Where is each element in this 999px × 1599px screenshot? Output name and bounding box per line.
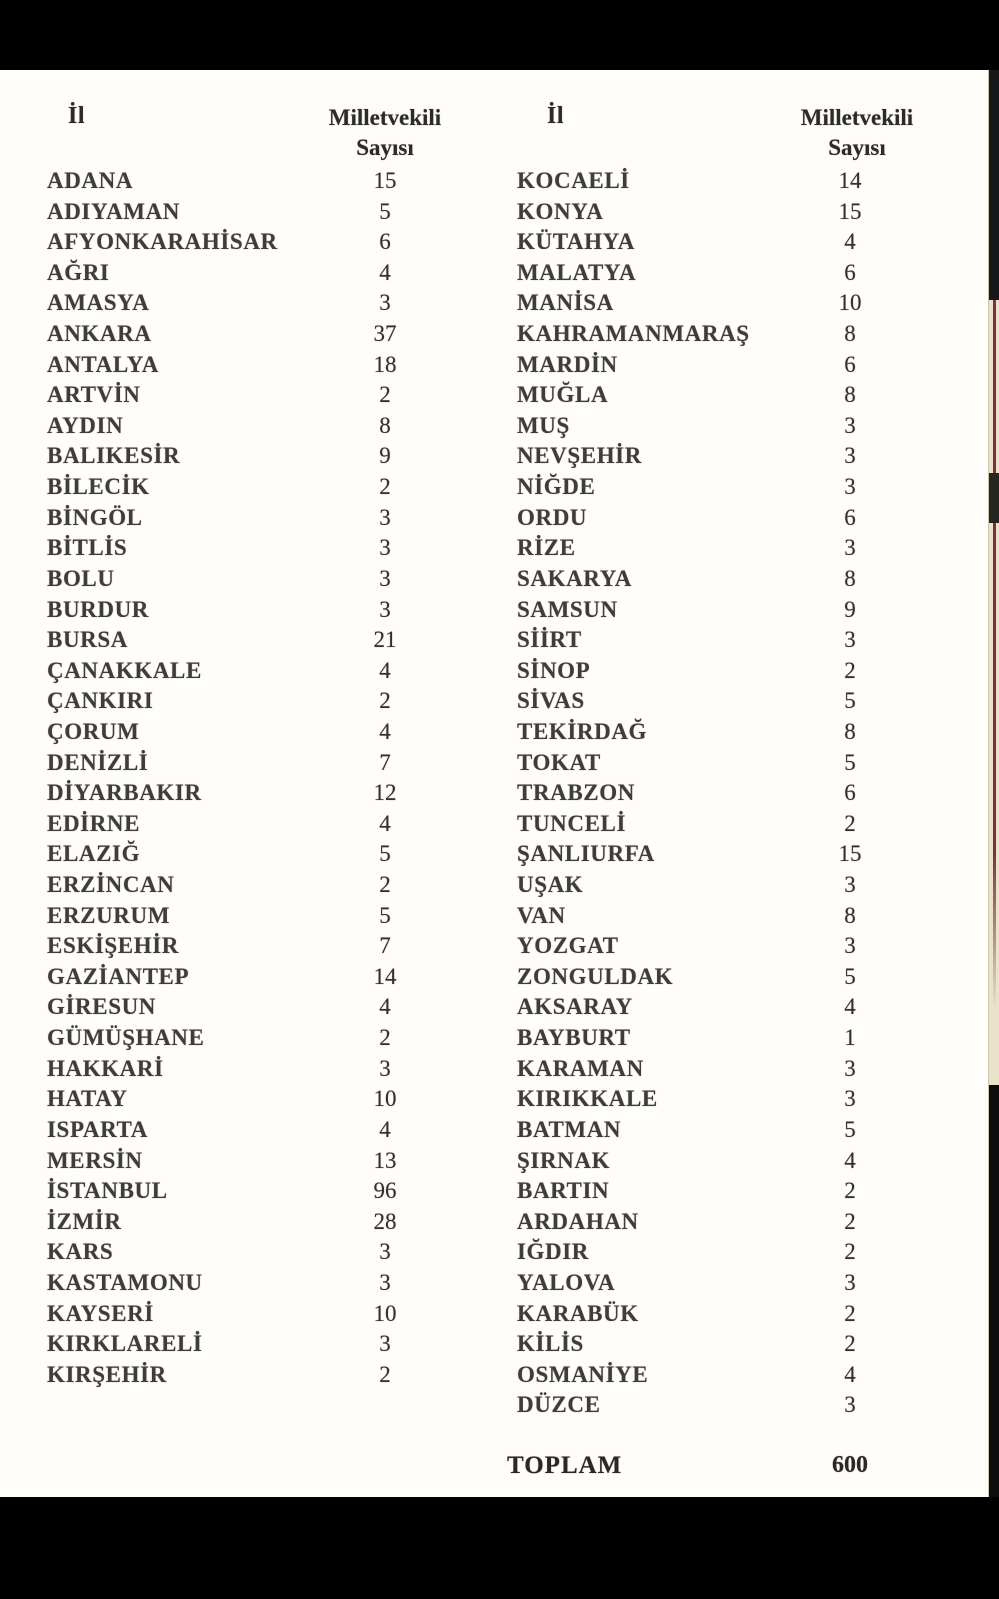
- header-line-milletvekili: Milletvekili: [328, 105, 442, 130]
- column-header-il: İl: [68, 103, 86, 129]
- province-name: BOLU: [47, 565, 115, 591]
- province-name: AKSARAY: [517, 994, 633, 1020]
- mp-count: 3: [844, 1392, 856, 1418]
- mp-count: 4: [379, 259, 391, 285]
- province-name: SİNOP: [517, 657, 591, 683]
- table-row: [0, 350, 470, 381]
- bottom-letterbox-bar: [0, 1497, 999, 1599]
- table-row: [0, 411, 470, 442]
- table-row: [490, 1299, 988, 1330]
- mp-count: 3: [844, 1055, 856, 1081]
- mp-count: 4: [844, 229, 856, 255]
- mp-count: 3: [844, 474, 856, 500]
- table-row: [0, 1268, 470, 1299]
- province-name: MUĞLA: [517, 382, 609, 408]
- mp-count: 10: [373, 1086, 397, 1112]
- mp-count: 5: [379, 841, 391, 867]
- table-row: [0, 962, 470, 993]
- province-name: ERZURUM: [47, 902, 171, 928]
- province-name: ŞANLIURFA: [517, 841, 655, 867]
- table-row: [490, 1390, 988, 1421]
- mp-count: 96: [373, 1178, 397, 1204]
- table-row: [490, 258, 988, 289]
- total-label: TOPLAM: [507, 1452, 623, 1479]
- total-row: [490, 1452, 988, 1486]
- table-row: [0, 472, 470, 503]
- mp-count: 5: [844, 1116, 856, 1142]
- table-row: [0, 1146, 470, 1177]
- table-row: [490, 1146, 988, 1177]
- mp-count: 15: [373, 168, 397, 193]
- province-name: KASTAMONU: [47, 1269, 203, 1295]
- province-name: ARTVİN: [47, 382, 141, 408]
- table-row: [490, 472, 988, 503]
- column-header-il: İl: [547, 103, 565, 129]
- province-name: TOKAT: [517, 749, 601, 775]
- table-row: [490, 809, 988, 840]
- mp-count: 9: [844, 596, 856, 622]
- table-row: [490, 656, 988, 687]
- province-name: BİNGÖL: [47, 504, 143, 530]
- province-name: SİİRT: [517, 627, 582, 653]
- mp-count: 6: [844, 259, 856, 285]
- column-header-milletvekili-sayisi: [772, 103, 942, 163]
- province-name: MARDİN: [517, 351, 618, 377]
- mp-count: 3: [844, 535, 856, 561]
- mp-count: 10: [373, 1300, 397, 1326]
- province-name: İZMİR: [47, 1208, 122, 1234]
- book-edge-dark-segment: [989, 70, 999, 300]
- province-name: ESKİŞEHİR: [47, 933, 179, 959]
- province-name: ELAZIĞ: [47, 841, 141, 867]
- province-name: ADANA: [47, 168, 134, 193]
- table-row: [490, 350, 988, 381]
- table-row: [490, 1054, 988, 1085]
- table-row: [490, 1084, 988, 1115]
- table-row: [490, 288, 988, 319]
- province-name: SAKARYA: [517, 565, 633, 591]
- table-row: [0, 1207, 470, 1238]
- table-row: [490, 533, 988, 564]
- table-row: [490, 227, 988, 258]
- province-name: OSMANİYE: [517, 1361, 649, 1387]
- table-row: [0, 288, 470, 319]
- province-name: ZONGULDAK: [517, 963, 674, 989]
- table-row: [490, 839, 988, 870]
- table-row: [0, 717, 470, 748]
- mp-count: 2: [379, 474, 391, 500]
- province-name: NİĞDE: [517, 474, 596, 500]
- mp-count: 2: [379, 1025, 391, 1051]
- mp-count: 9: [379, 443, 391, 469]
- province-name: UŞAK: [517, 872, 584, 898]
- mp-count: 2: [844, 1178, 856, 1204]
- province-name: ŞIRNAK: [517, 1147, 611, 1173]
- mp-count: 2: [844, 657, 856, 683]
- mp-count: 15: [838, 198, 862, 224]
- table-row: [0, 901, 470, 932]
- province-name: DENİZLİ: [47, 749, 149, 775]
- mp-count: 4: [844, 1361, 856, 1387]
- table-row: [490, 1115, 988, 1146]
- table-row: [0, 441, 470, 472]
- province-name: ORDU: [517, 504, 588, 530]
- table-row: [0, 227, 470, 258]
- mp-count: 3: [844, 872, 856, 898]
- province-name: GİRESUN: [47, 994, 157, 1020]
- mp-count: 28: [373, 1208, 397, 1234]
- province-name: KİLİS: [517, 1331, 584, 1357]
- province-name: ANTALYA: [47, 351, 160, 377]
- table-row: [0, 1115, 470, 1146]
- mp-count: 7: [379, 749, 391, 775]
- mp-count: 2: [844, 1331, 856, 1357]
- mp-count: 12: [373, 780, 397, 806]
- table-row: [490, 931, 988, 962]
- mp-count: 5: [379, 198, 391, 224]
- header-line-milletvekili: Milletvekili: [800, 105, 914, 130]
- table-row: [0, 809, 470, 840]
- mp-count: 3: [379, 1269, 391, 1295]
- province-name: KARAMAN: [517, 1055, 644, 1081]
- province-name: AMASYA: [47, 290, 150, 316]
- province-name: BİLECİK: [47, 474, 150, 500]
- mp-count: 6: [844, 780, 856, 806]
- table-row: [0, 503, 470, 534]
- province-name: HAKKARİ: [47, 1055, 164, 1081]
- table-row: [490, 380, 988, 411]
- province-name: YALOVA: [517, 1269, 616, 1295]
- mp-count: 2: [379, 382, 391, 408]
- province-name: AĞRI: [47, 259, 110, 285]
- mp-count: 6: [844, 504, 856, 530]
- mp-count: 2: [844, 1300, 856, 1326]
- table-row: [490, 319, 988, 350]
- province-name: BURDUR: [47, 596, 149, 622]
- mp-count: 3: [844, 1086, 856, 1112]
- table-row: [0, 656, 470, 687]
- province-name: KIRŞEHİR: [47, 1361, 167, 1387]
- province-name: DİYARBAKIR: [47, 780, 202, 806]
- mp-count: 8: [844, 565, 856, 591]
- province-name: İSTANBUL: [47, 1178, 168, 1204]
- mp-count: 4: [844, 994, 856, 1020]
- mp-count: 3: [844, 627, 856, 653]
- province-name: KONYA: [517, 198, 604, 224]
- table-row: [0, 197, 470, 228]
- top-letterbox-bar: [0, 0, 999, 70]
- mp-count: 14: [373, 963, 397, 989]
- mp-count: 3: [379, 504, 391, 530]
- province-name: SAMSUN: [517, 596, 618, 622]
- mp-count: 3: [379, 565, 391, 591]
- mp-count: 3: [379, 535, 391, 561]
- province-name: ERZİNCAN: [47, 872, 175, 898]
- province-name: ÇANAKKALE: [47, 657, 202, 683]
- table-row: [490, 1237, 988, 1268]
- province-name: BİTLİS: [47, 535, 128, 561]
- province-name: BALIKESİR: [47, 443, 181, 469]
- mp-count: 7: [379, 933, 391, 959]
- province-name: GAZİANTEP: [47, 963, 190, 989]
- province-name: RİZE: [517, 535, 576, 561]
- province-name: AFYONKARAHİSAR: [47, 229, 278, 255]
- mp-count: 13: [373, 1147, 397, 1173]
- book-edge-strip: [988, 70, 999, 1497]
- mp-count: 5: [844, 688, 856, 714]
- province-name: DÜZCE: [517, 1392, 601, 1418]
- mp-count: 14: [838, 168, 862, 193]
- table-row: [490, 197, 988, 228]
- table-row: [490, 778, 988, 809]
- table-row: [0, 564, 470, 595]
- province-rows: [0, 166, 470, 1390]
- mp-count: 3: [844, 1269, 856, 1295]
- mp-count: 4: [379, 810, 391, 836]
- mp-count: 2: [379, 688, 391, 714]
- table-row: [490, 503, 988, 534]
- mp-count: 8: [844, 382, 856, 408]
- table-row: [490, 748, 988, 779]
- mp-count: 8: [844, 321, 856, 347]
- province-name: KARS: [47, 1239, 114, 1265]
- table-row: [0, 595, 470, 626]
- province-rows: [490, 166, 988, 1421]
- table-row: [0, 1054, 470, 1085]
- province-name: ARDAHAN: [517, 1208, 639, 1234]
- province-name: KIRKLARELİ: [47, 1331, 203, 1357]
- mp-count: 4: [379, 1116, 391, 1142]
- table-row: [490, 441, 988, 472]
- mp-count: 3: [379, 1331, 391, 1357]
- book-edge-maroon-line: [993, 300, 996, 1010]
- table-row: [490, 962, 988, 993]
- mp-count: 5: [844, 749, 856, 775]
- table-row: [0, 931, 470, 962]
- table-row: [0, 258, 470, 289]
- province-name: TEKİRDAĞ: [517, 718, 648, 744]
- scanned-page: [0, 70, 988, 1497]
- table-row: [490, 1360, 988, 1391]
- table-row: [0, 748, 470, 779]
- mp-count: 3: [379, 1239, 391, 1265]
- province-name: KAYSERİ: [47, 1300, 154, 1326]
- province-name: HATAY: [47, 1086, 128, 1112]
- province-name: ANKARA: [47, 321, 152, 347]
- mp-count: 4: [844, 1147, 856, 1173]
- table-row: [0, 992, 470, 1023]
- table-row: [490, 901, 988, 932]
- mp-count: 5: [844, 963, 856, 989]
- province-name: BARTIN: [517, 1178, 610, 1204]
- mp-count: 4: [379, 657, 391, 683]
- table-row: [490, 1207, 988, 1238]
- mp-count: 5: [379, 902, 391, 928]
- mp-count: 6: [379, 229, 391, 255]
- province-name: TUNCELİ: [517, 810, 627, 836]
- table-row: [490, 870, 988, 901]
- table-row: [0, 1084, 470, 1115]
- province-name: BAYBURT: [517, 1025, 631, 1051]
- province-name: NEVŞEHİR: [517, 443, 642, 469]
- province-name: KÜTAHYA: [517, 229, 635, 255]
- table-row: [0, 1023, 470, 1054]
- table-row: [0, 1237, 470, 1268]
- table-row: [490, 166, 988, 197]
- header-line-sayisi: Sayısı: [828, 135, 886, 160]
- province-table-right-column: [490, 70, 988, 1497]
- table-row: [0, 1299, 470, 1330]
- column-header-milletvekili-sayisi: [300, 103, 470, 163]
- table-row: [0, 166, 470, 197]
- table-row: [0, 686, 470, 717]
- table-row: [490, 564, 988, 595]
- province-name: KAHRAMANMARAŞ: [517, 321, 750, 347]
- province-name: ÇORUM: [47, 718, 140, 744]
- table-row: [490, 1176, 988, 1207]
- province-name: GÜMÜŞHANE: [47, 1025, 205, 1051]
- mp-count: 8: [379, 412, 391, 438]
- mp-count: 2: [844, 1239, 856, 1265]
- mp-count: 4: [379, 718, 391, 744]
- table-row: [0, 380, 470, 411]
- table-row: [490, 717, 988, 748]
- province-name: IĞDIR: [517, 1239, 590, 1265]
- mp-count: 3: [844, 933, 856, 959]
- province-name: ADIYAMAN: [47, 198, 181, 224]
- table-row: [490, 625, 988, 656]
- province-name: MUŞ: [517, 412, 570, 438]
- mp-count: 4: [379, 994, 391, 1020]
- table-row: [0, 1360, 470, 1391]
- table-row: [490, 1023, 988, 1054]
- mp-count: 3: [379, 290, 391, 316]
- table-row: [490, 992, 988, 1023]
- province-name: MANİSA: [517, 290, 614, 316]
- province-table-left-column: [0, 70, 470, 1497]
- province-name: KARABÜK: [517, 1300, 639, 1326]
- mp-count: 2: [844, 810, 856, 836]
- header-line-sayisi: Sayısı: [356, 135, 414, 160]
- table-row: [0, 1329, 470, 1360]
- table-row: [0, 533, 470, 564]
- mp-count: 1: [844, 1025, 856, 1051]
- mp-count: 18: [373, 351, 397, 377]
- province-name: EDİRNE: [47, 810, 141, 836]
- table-row: [0, 625, 470, 656]
- province-name: ÇANKIRI: [47, 688, 154, 714]
- mp-count: 3: [379, 596, 391, 622]
- table-row: [490, 1329, 988, 1360]
- province-name: BURSA: [47, 627, 128, 653]
- table-row: [490, 686, 988, 717]
- table-row: [490, 1268, 988, 1299]
- mp-count: 37: [373, 321, 397, 347]
- total-value: 600: [832, 1452, 868, 1478]
- mp-count: 3: [844, 412, 856, 438]
- table-row: [0, 1176, 470, 1207]
- table-row: [490, 411, 988, 442]
- book-edge-dark-segment: [989, 473, 999, 523]
- mp-count: 3: [379, 1055, 391, 1081]
- province-name: TRABZON: [517, 780, 635, 806]
- table-row: [0, 319, 470, 350]
- province-name: BATMAN: [517, 1116, 622, 1142]
- province-name: ISPARTA: [47, 1116, 148, 1142]
- mp-count: 6: [844, 351, 856, 377]
- table-row: [0, 778, 470, 809]
- province-name: MERSİN: [47, 1147, 143, 1173]
- mp-count: 3: [844, 443, 856, 469]
- province-name: SİVAS: [517, 688, 585, 714]
- province-name: KIRIKKALE: [517, 1086, 658, 1112]
- province-name: MALATYA: [517, 259, 637, 285]
- mp-count: 2: [379, 1361, 391, 1387]
- mp-count: 2: [379, 872, 391, 898]
- mp-count: 21: [373, 627, 397, 653]
- province-name: YOZGAT: [517, 933, 619, 959]
- province-name: KOCAELİ: [517, 168, 630, 193]
- table-row: [0, 870, 470, 901]
- table-row: [490, 595, 988, 626]
- mp-count: 8: [844, 718, 856, 744]
- province-name: VAN: [517, 902, 566, 928]
- book-edge-dark-segment: [989, 1085, 999, 1497]
- province-name: AYDIN: [47, 412, 124, 438]
- mp-count: 8: [844, 902, 856, 928]
- mp-count: 15: [838, 841, 862, 867]
- mp-count: 2: [844, 1208, 856, 1234]
- table-row: [0, 839, 470, 870]
- mp-count: 10: [838, 290, 862, 316]
